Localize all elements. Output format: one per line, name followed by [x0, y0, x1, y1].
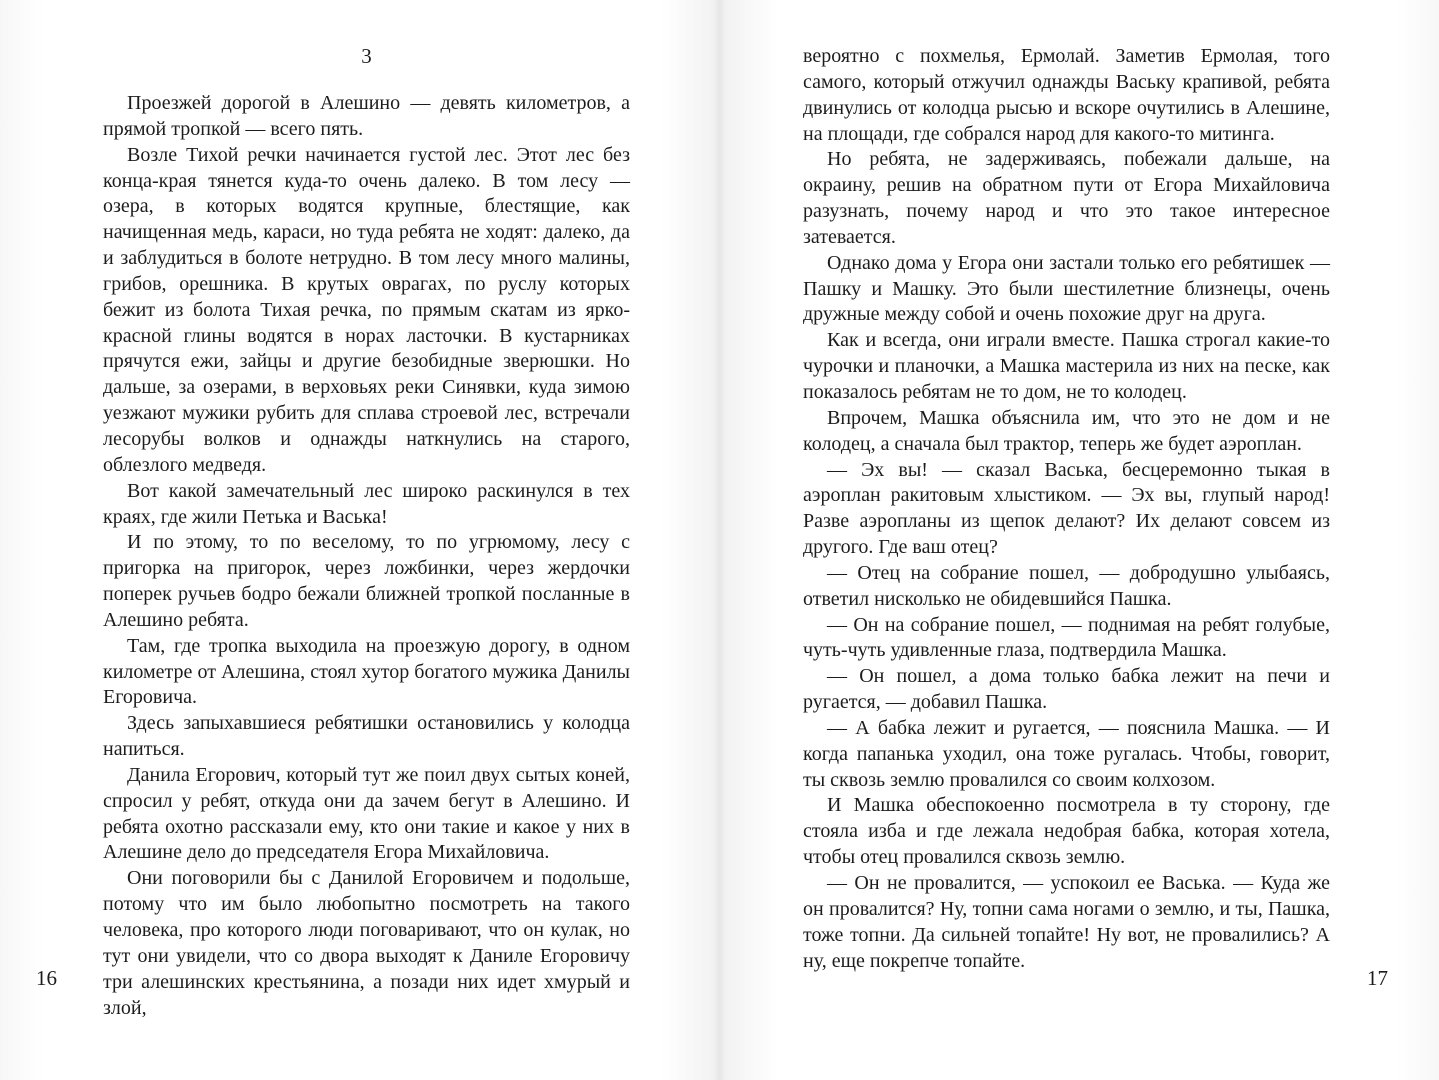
paragraph: Здесь запыхавшиеся ребятишки остановились у колодца напиться.	[103, 712, 630, 761]
paragraph: Впрочем, Машка объяснила им, что это не дом и не колодец, а сначала был трактор, теперь же будет аэроплан.	[803, 406, 1330, 455]
paragraph: — Отец на собрание пошел, — добродушно улыбаясь, ответил нисколько не обидевшийся Пашка.	[803, 561, 1330, 610]
paragraph: Они поговорили бы с Данилой Егоровичем и подольше, потому что им было любопытно посмотреть на такого человека, про которого люди поговаривают, что он кулак, но тут они увидели, что со двора выходят к Даниле Егоровичу три алешинских крестьянина, а позади них идет хмурый и злой,	[103, 867, 630, 1019]
paragraph: — Эх вы! — сказал Васька, бесцеремонно тыкая в аэроплан ракитовым хлыстиком. — Эх вы, глупый народ! Разве аэропланы из щепок делают? Их делают совсем из другого. Где ваш отец?	[803, 458, 1330, 559]
left-page	[0, 0, 719, 1080]
paragraph: Однако дома у Егора они застали только его ребятишек — Пашку и Машку. Это были шестилетние близнецы, очень дружные между собой и очень похожие друг на друга.	[803, 251, 1330, 326]
right-page-text	[803, 44, 1330, 974]
paragraph: — Он на собрание пошел, — поднимая на ребят голубые, чуть-чуть удивленные глаза, подтвердила Машка.	[803, 613, 1330, 662]
paragraph: И по этому, то по веселому, то по угрюмому, лесу с пригорка на пригорок, через ложбинки, через жердочки поперек ручьев бодро бежали ближней тропкой посланные в Алешино ребята.	[103, 531, 630, 631]
paragraph: И Машка обеспокоенно посмотрела в ту сторону, где стояла изба и где лежала недобрая бабка, которая хотела, чтобы отец провалился сквозь землю.	[803, 794, 1330, 869]
paragraph: — Он не провалится, — успокоил ее Васька. — Куда же он провалится? Ну, топни сама ногами о землю, и ты, Пашка, тоже топни. Да сильней топайте! Ну вот, не провалились? А ну, еще покрепче топайте.	[803, 872, 1330, 972]
paragraph: Возле Тихой речки начинается густой лес. Этот лес без конца-края тянется куда-то очень далеко. В том лесу — озера, в которых водятся крупные, блестящие, как начищенная медь, караси, но туда ребята не ходят: далеко, да и заблудиться в болоте нетрудно. В том лесу много малины, грибов, орешника. В крутых оврагах, по руслу которых бежит из болота Тихая речка, по прямым скатам из ярко-красной глины водятся в норах ласточки. В кустарниках прячутся ежи, зайцы и другие безобидные зверюшки. Но дальше, за озерами, в верховьях реки Синявки, куда зимою уезжают мужики рубить для сплава строевой лес, встречали лесорубы волков и однажды наткнулись на старого, облезлого медведя.	[103, 143, 630, 476]
paragraph: Вот какой замечательный лес широко раскинулся в тех краях, где жили Петька и Васька!	[103, 479, 630, 528]
left-page-text	[103, 91, 630, 1021]
paragraph: Там, где тропка выходила на проезжую дорогу, в одном километре от Алешина, стоял хутор богатого мужика Данилы Егоровича.	[103, 634, 630, 709]
paragraph: Проезжей дорогой в Алешино — девять километров, а прямой тропкой — всего пять.	[103, 92, 630, 140]
chapter-number: 3	[361, 44, 372, 68]
right-page	[720, 0, 1439, 1080]
paragraph: Данила Егорович, который тут же поил двух сытых коней, спросил у ребят, откуда они да зачем бегут в Алешино. И ребята охотно рассказали ему, кто они такие и какое у них в Алешине дело до председателя Егора Михайловича.	[103, 763, 630, 864]
paragraph: Как и всегда, они играли вместе. Пашка строгал какие-то чурочки и планочки, а Машка мастерила из них на песке, как показалось ребятам не то дом, не то колодец.	[803, 329, 1330, 403]
paragraph: — А бабка лежит и ругается, — пояснила Машка. — И когда папанька уходил, она тоже ругалась. Чтобы, говорит, ты сквозь землю провалился со своим колхозом.	[803, 716, 1330, 791]
page-number-right: 17	[1367, 966, 1388, 990]
paragraph: — Он пошел, а дома только бабка лежит на печи и ругается, — добавил Пашка.	[803, 665, 1330, 714]
continued-paragraph: вероятно с похмелья, Ермолай. Заметив Ермолая, того самого, который отжучил однажды Ваську крапивой, ребята двинулись от колодца рысью и вскоре очутились в Алешине, на площади, где собрался народ для какого-то митинга.	[803, 45, 1330, 145]
page-number-left: 16	[36, 966, 57, 990]
paragraph: Но ребята, не задерживаясь, побежали дальше, на окраину, решив на обратном пути от Егора Михайловича разузнать, почему народ и что это такое интересное затевается.	[803, 148, 1330, 248]
